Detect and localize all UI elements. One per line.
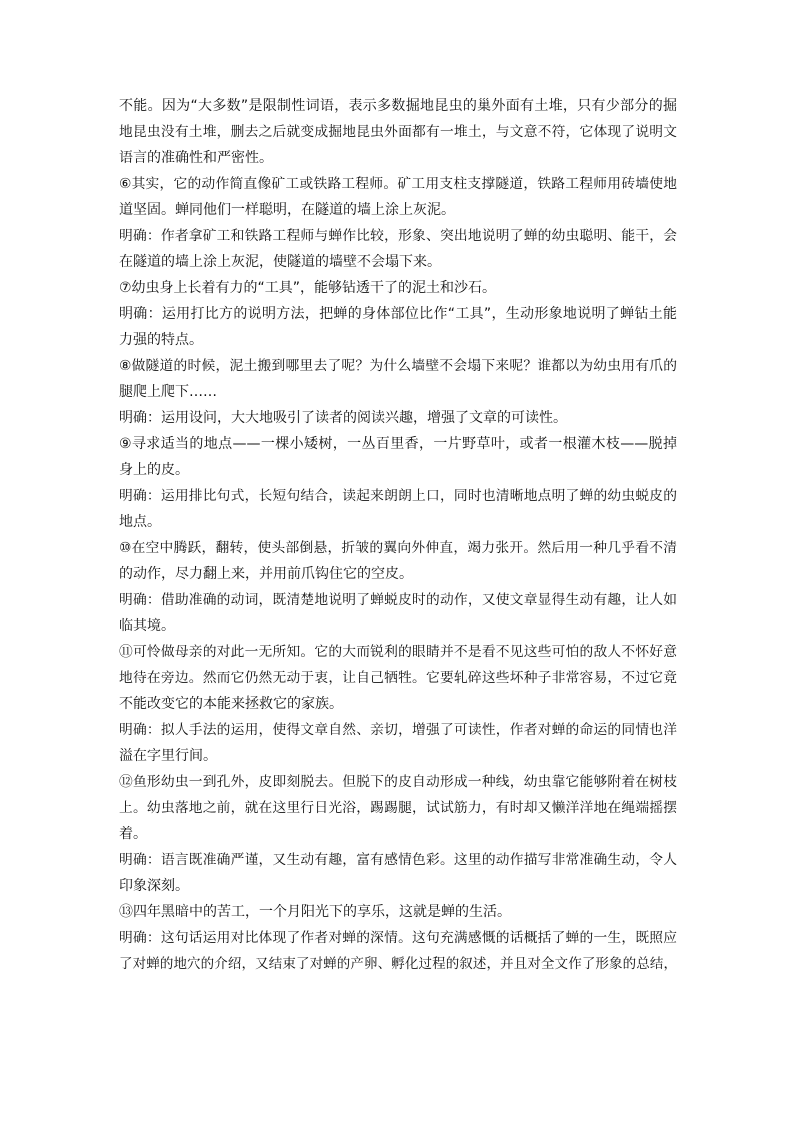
text-line: 不能。因为“大多数”是限制性词语，表示多数掘地昆虫的巢外面有土堆，只有少部分的掘 — [119, 98, 677, 114]
text-line: 明确：拟人手法的运用，使得文章自然、亲切，增强了可读性，作者对蝉的命运的同情也洋 — [119, 722, 677, 738]
text-line: ⑧做隧道的时候，泥土搬到哪里去了呢？为什么墙壁不会塌下来呢？谁都以为幼虫用有爪的 — [119, 358, 677, 374]
text-line: 地待在旁边。然而它仍然无动于衷，让自己牺牲。它要轧碎这些坏种子非常容易，不过它竟 — [119, 670, 677, 686]
text-line: 明确：运用打比方的说明方法，把蝉的身体部位比作“工具”，生动形象地说明了蝉钻土能 — [119, 306, 677, 322]
text-line: ⑩在空中腾跃，翻转，使头部倒悬，折皱的翼向外伸直，竭力张开。然后用一种几乎看不清 — [119, 540, 677, 556]
text-line: 明确：借助准确的动词，既清楚地说明了蝉蜕皮时的动作，又使文章显得生动有趣，让人如 — [119, 592, 677, 608]
text-line: 着。 — [119, 826, 147, 842]
text-line: 道坚固。蝉同他们一样聪明，在隧道的墙上涂上灰泥。 — [119, 202, 455, 218]
text-line: 不能改变它的本能来拯救它的家族。 — [119, 696, 343, 712]
text-line: 了对蝉的地穴的介绍，又结束了对蝉的产卵、孵化过程的叙述，并且对全文作了形象的总结， — [119, 956, 677, 972]
text-line: 地昆虫没有土堆，删去之后就变成掘地昆虫外面都有一堆土，与文意不符，它体现了说明文 — [119, 124, 677, 140]
text-line: ⑨寻求适当的地点——一棵小矮树，一丛百里香，一片野草叶，或者一根灌木枝——脱掉 — [119, 436, 677, 452]
text-line: ⑪可怜做母亲的对此一无所知。它的大而锐利的眼睛并不是看不见这些可怕的敌人不怀好意 — [119, 644, 677, 660]
text-line: ⑬四年黑暗中的苦工，一个月阳光下的享乐，这就是蝉的生活。 — [119, 904, 511, 920]
text-line: 临其境。 — [119, 618, 175, 634]
text-line: 明确：这句话运用对比体现了作者对蝉的深情。这句充满感慨的话概括了蝉的一生，既照应 — [119, 930, 677, 946]
document-body — [119, 93, 677, 977]
text-line: 力强的特点。 — [119, 332, 203, 348]
text-line: 上。幼虫落地之前，就在这里行日光浴，踢踢腿，试试筋力，有时却又懒洋洋地在绳端摇摆 — [119, 800, 677, 816]
text-line: 明确：运用设问，大大地吸引了读者的阅读兴趣，增强了文章的可读性。 — [119, 410, 567, 426]
text-line: 地点。 — [119, 514, 161, 530]
text-line: ⑦幼虫身上长着有力的“工具”，能够钻透干了的泥土和沙石。 — [119, 280, 497, 296]
text-line: 明确：运用排比句式，长短句结合，读起来朗朗上口，同时也清晰地点明了蝉的幼虫蜕皮的 — [119, 488, 677, 504]
text-line: ⑫鱼形幼虫一到孔外，皮即刻脱去。但脱下的皮自动形成一种线，幼虫靠它能够附着在树枝 — [119, 774, 677, 790]
text-line: 明确：语言既准确严谨，又生动有趣，富有感情色彩。这里的动作描写非常准确生动，令人 — [119, 852, 677, 868]
text-line: 溢在字里行间。 — [119, 748, 217, 764]
text-line: ⑥其实，它的动作简直像矿工或铁路工程师。矿工用支柱支撑隧道，铁路工程师用砖墙使地 — [119, 176, 677, 192]
text-line: 语言的准确性和严密性。 — [119, 150, 273, 166]
text-line: 的动作，尽力翻上来，并用前爪钩住它的空皮。 — [119, 566, 413, 582]
text-line: 在隧道的墙上涂上灰泥，使隧道的墙壁不会塌下来。 — [119, 254, 441, 270]
text-line: 明确：作者拿矿工和铁路工程师与蝉作比较，形象、突出地说明了蝉的幼虫聪明、能干，会 — [119, 228, 677, 244]
text-line: 腿爬上爬下…… — [119, 384, 217, 400]
text-line: 身上的皮。 — [119, 462, 189, 478]
text-line: 印象深刻。 — [119, 878, 189, 894]
